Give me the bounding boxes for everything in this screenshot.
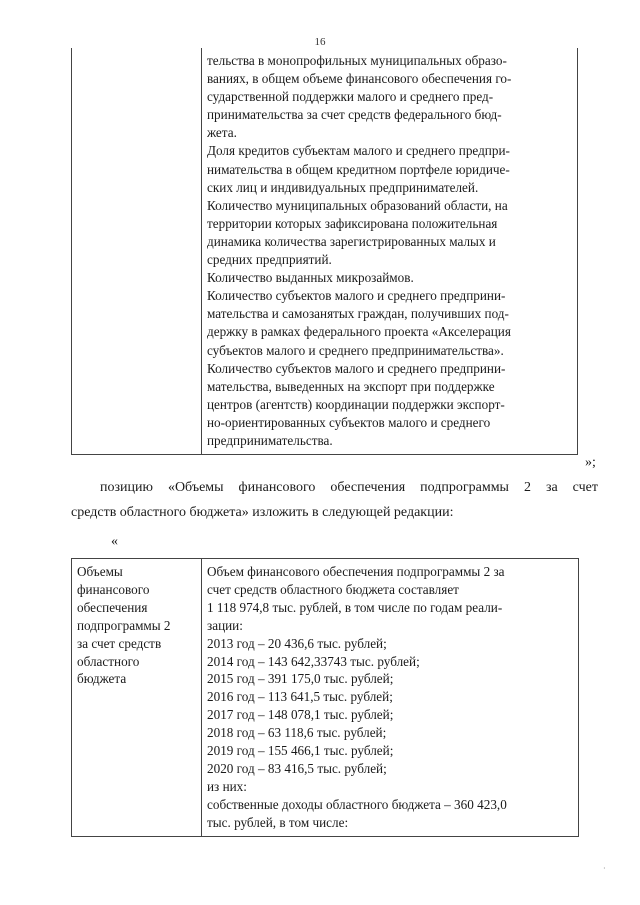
paragraph-line: средств областного бюджета» изложить в следующей редакции: xyxy=(71,505,454,520)
cell-text-line: субъектов малого и среднего предпринимательства». xyxy=(207,342,504,358)
closing-quote: »; xyxy=(585,455,596,470)
cell-text-line: центров (агентств) координации поддержки экспорт- xyxy=(207,396,505,412)
table-cell-right xyxy=(202,48,578,455)
cell-text-line: Количество муниципальных образований области, на xyxy=(207,197,508,213)
table-cell-right xyxy=(202,559,579,837)
cell-text-line: 2017 год – 148 078,1 тыс. рублей; xyxy=(207,707,394,723)
cell-text-line: Количество выданных микрозаймов. xyxy=(207,270,414,286)
cell-text-line: держку в рамках федерального проекта «Акселерация xyxy=(207,324,511,340)
scan-dot: · xyxy=(603,864,606,873)
cell-text-line: 2016 год – 113 641,5 тыс. рублей; xyxy=(207,689,393,705)
cell-text-line: 2019 год – 155 466,1 тыс. рублей; xyxy=(207,743,394,759)
cell-text-line: динамика количества зарегистрированных малых и xyxy=(207,233,496,249)
cell-text-line: сударственной поддержки малого и среднего пред- xyxy=(207,89,494,105)
cell-text-line: за счет средств xyxy=(77,635,162,651)
cell-text-line: Количество субъектов малого и среднего предприни- xyxy=(207,360,506,376)
cell-text-line: принимательства за счет средств федерального бюд- xyxy=(207,107,502,123)
cell-text-line: тельства в монопрофильных муниципальных образо- xyxy=(207,53,507,68)
cell-text-line: территории которых зафиксирована положительная xyxy=(207,215,498,231)
page-number: 16 xyxy=(314,36,326,48)
cell-text-line: ских лиц и индивидуальных предпринимателей. xyxy=(207,179,479,195)
cell-text-line: обеспечения xyxy=(77,599,148,615)
cell-text-line: жета. xyxy=(207,125,237,141)
cell-text-line: тыс. рублей, в том числе: xyxy=(207,814,349,830)
cell-text-line: 2013 год – 20 436,6 тыс. рублей; xyxy=(207,635,387,651)
cell-text-line: Количество субъектов малого и среднего предприни- xyxy=(207,288,506,304)
cell-text-line: 1 118 974,8 тыс. рублей, в том числе по годам реали- xyxy=(207,599,503,615)
cell-text-line: Объемы xyxy=(77,564,123,579)
cell-text-line: собственные доходы областного бюджета – 360 423,0 xyxy=(207,796,507,812)
cell-text-line: областного xyxy=(77,653,140,669)
table-cell-left xyxy=(72,48,202,455)
cell-text-line: из них: xyxy=(207,778,247,794)
cell-text-line: ваниях, в общем объеме финансового обеспечения го- xyxy=(207,71,512,87)
cell-text-line: средних предприятий. xyxy=(207,252,332,268)
cell-text-line: Доля кредитов субъектам малого и среднего предпри- xyxy=(207,143,510,159)
opening-quote: « xyxy=(111,534,118,549)
cell-text-line: но-ориентированных субъектов малого и среднего xyxy=(207,414,491,430)
cell-text-line: бюджета xyxy=(77,671,127,687)
table-row xyxy=(72,559,579,837)
cell-text-line: счет средств областного бюджета составляет xyxy=(207,581,459,597)
table-row xyxy=(72,48,578,455)
cell-text-line: мательства, выведенных на экспорт при поддержке xyxy=(207,378,495,394)
cell-text-line: предпринимательства. xyxy=(207,432,333,448)
table-cell-left xyxy=(72,559,202,837)
cell-text-line: 2014 год – 143 642,33743 тыс. рублей; xyxy=(207,653,420,669)
cell-text-line: подпрограммы 2 xyxy=(77,617,171,633)
cell-text-line: Объем финансового обеспечения подпрограммы 2 за xyxy=(207,564,505,579)
paragraph-line: позицию «Объемы финансового обеспечения подпрограммы 2 за счет xyxy=(100,480,598,495)
cell-text-line: нимательства в общем кредитном портфеле юридиче- xyxy=(207,161,510,177)
cell-text-line: 2020 год – 83 416,5 тыс. рублей; xyxy=(207,760,387,776)
cell-text-line: 2015 год – 391 175,0 тыс. рублей; xyxy=(207,671,394,687)
cell-text-line: зации: xyxy=(207,617,243,633)
cell-text-line: 2018 год – 63 118,6 тыс. рублей; xyxy=(207,725,387,741)
cell-text-line: мательства и самозанятых граждан, получивших под- xyxy=(207,306,509,322)
funding-table xyxy=(71,558,579,837)
targets-table xyxy=(71,48,578,455)
cell-text-line: финансового xyxy=(77,581,150,597)
